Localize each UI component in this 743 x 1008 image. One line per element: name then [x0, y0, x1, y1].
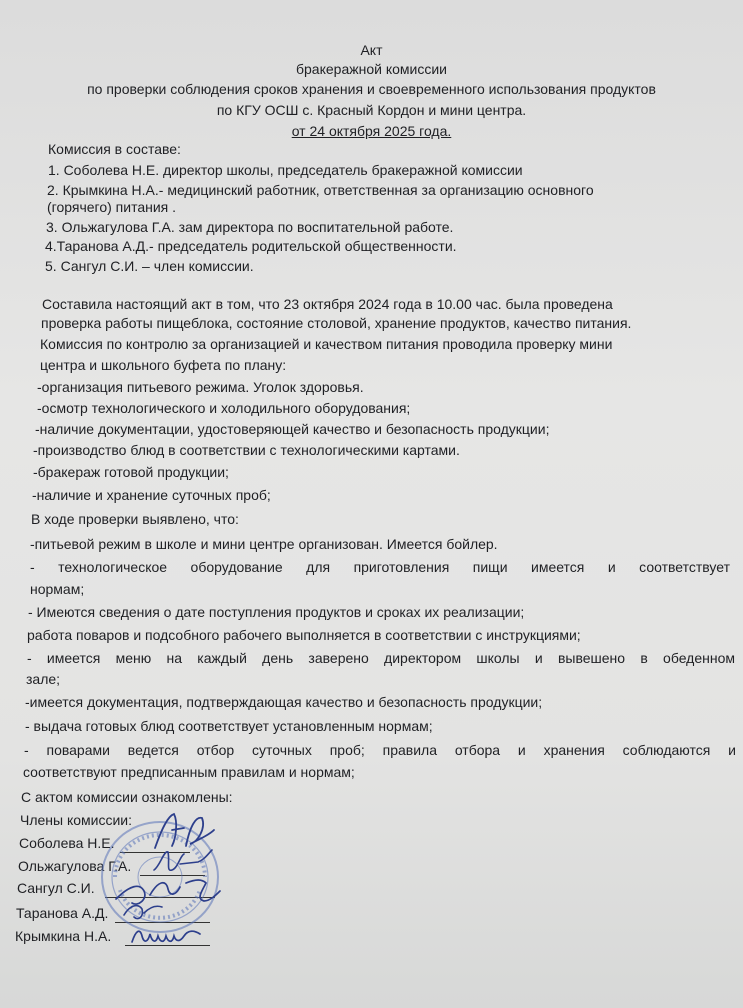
doc-subtitle: бракеражной комиссии: [296, 61, 447, 77]
signatory-2: Ольжагулова Г.А.: [18, 858, 132, 874]
acknowledged-title: С актом комиссии ознакомлены:: [21, 789, 233, 805]
plan-item-3: -наличие документации, удостоверяющей качество и безопасность продукции;: [35, 421, 550, 437]
commission-member-1: 1. Соболева Н.Е. директор школы, председатель бракеражной комиссии: [48, 162, 523, 178]
doc-date: от 24 октября 2025 года.: [291, 123, 452, 139]
paragraph-2-line1: Комиссия по контролю за организацией и качеством питания проводила проверку мини: [40, 336, 613, 352]
plan-item-5: -бракераж готовой продукции;: [33, 464, 229, 480]
doc-title: Акт: [360, 42, 383, 58]
finding-1: -питьевой режим в школе и мини центре организован. Имеется бойлер.: [30, 536, 498, 552]
commission-member-2-cont: (горячего) питания .: [47, 199, 177, 215]
signatory-1: Соболева Н.Е.: [19, 835, 115, 851]
finding-3: - Имеются сведения о дате поступления продуктов и сроках их реализации;: [28, 604, 525, 620]
finding-8-cont: соответствуют предписанным правилам и нормам;: [23, 764, 355, 780]
commission-member-4: 4.Таранова А.Д.- председатель родительской общественности.: [45, 238, 457, 254]
signatory-3: Сангул С.И.: [17, 880, 95, 896]
commission-member-3: 3. Ольжагулова Г.А. зам директора по воспитательной работе.: [46, 219, 454, 235]
signatory-4: Таранова А.Д.: [16, 905, 109, 921]
doc-subject-line2: по КГУ ОСШ с. Красный Кордон и мини центра.: [216, 102, 527, 118]
commission-member-2: 2. Крымкина Н.А.- медицинский работник, ответственная за организацию основного: [47, 182, 594, 198]
paragraph-1-line2: проверка работы пищеблока, состояние столовой, хранение продуктов, качество питания.: [41, 315, 632, 331]
plan-item-2: -осмотр технологического и холодильного оборудования;: [37, 400, 411, 416]
findings-title: В ходе проверки выявлено, что:: [31, 511, 239, 527]
finding-6: -имеется документация, подтверждающая качество и безопасность продукции;: [25, 694, 543, 710]
finding-2: - технологическое оборудование для приготовления пищи имеется и соответствует: [30, 559, 730, 575]
signature-krymkina-icon: [128, 920, 208, 952]
doc-subject-line1: по проверки соблюдения сроков хранения и своевременного использования продуктов: [87, 81, 656, 97]
finding-5: - имеется меню на каждый день заверено директором школы и вывешено в обеденном: [27, 650, 735, 666]
finding-4: работа поваров и подсобного рабочего выполняется в соответствии с инструкциями;: [27, 627, 581, 643]
commission-member-5: 5. Сангул С.И. – член комиссии.: [45, 258, 254, 274]
commission-title: Комиссия в составе:: [48, 141, 181, 157]
plan-item-4: -производство блюд в соответствии с технологическими картами.: [33, 442, 460, 458]
paragraph-1-line1: Составила настоящий акт в том, что 23 октября 2024 года в 10.00 час. была проведена: [42, 296, 613, 312]
paragraph-2-line2: центра и школьного буфета по плану:: [40, 357, 287, 373]
finding-5-cont: зале;: [26, 671, 61, 687]
plan-item-6: -наличие и хранение суточных проб;: [32, 487, 271, 503]
finding-8: - поварами ведется отбор суточных проб; правила отбора и хранения соблюдаются и: [24, 742, 736, 758]
signatory-5: Крымкина Н.А.: [15, 928, 112, 944]
finding-7: - выдача готовых блюд соответствует установленным нормам;: [25, 718, 433, 734]
members-title: Члены комиссии:: [20, 812, 133, 828]
finding-2-cont: нормам;: [30, 581, 85, 597]
plan-item-1: -организация питьевого режима. Уголок здоровья.: [37, 379, 364, 395]
